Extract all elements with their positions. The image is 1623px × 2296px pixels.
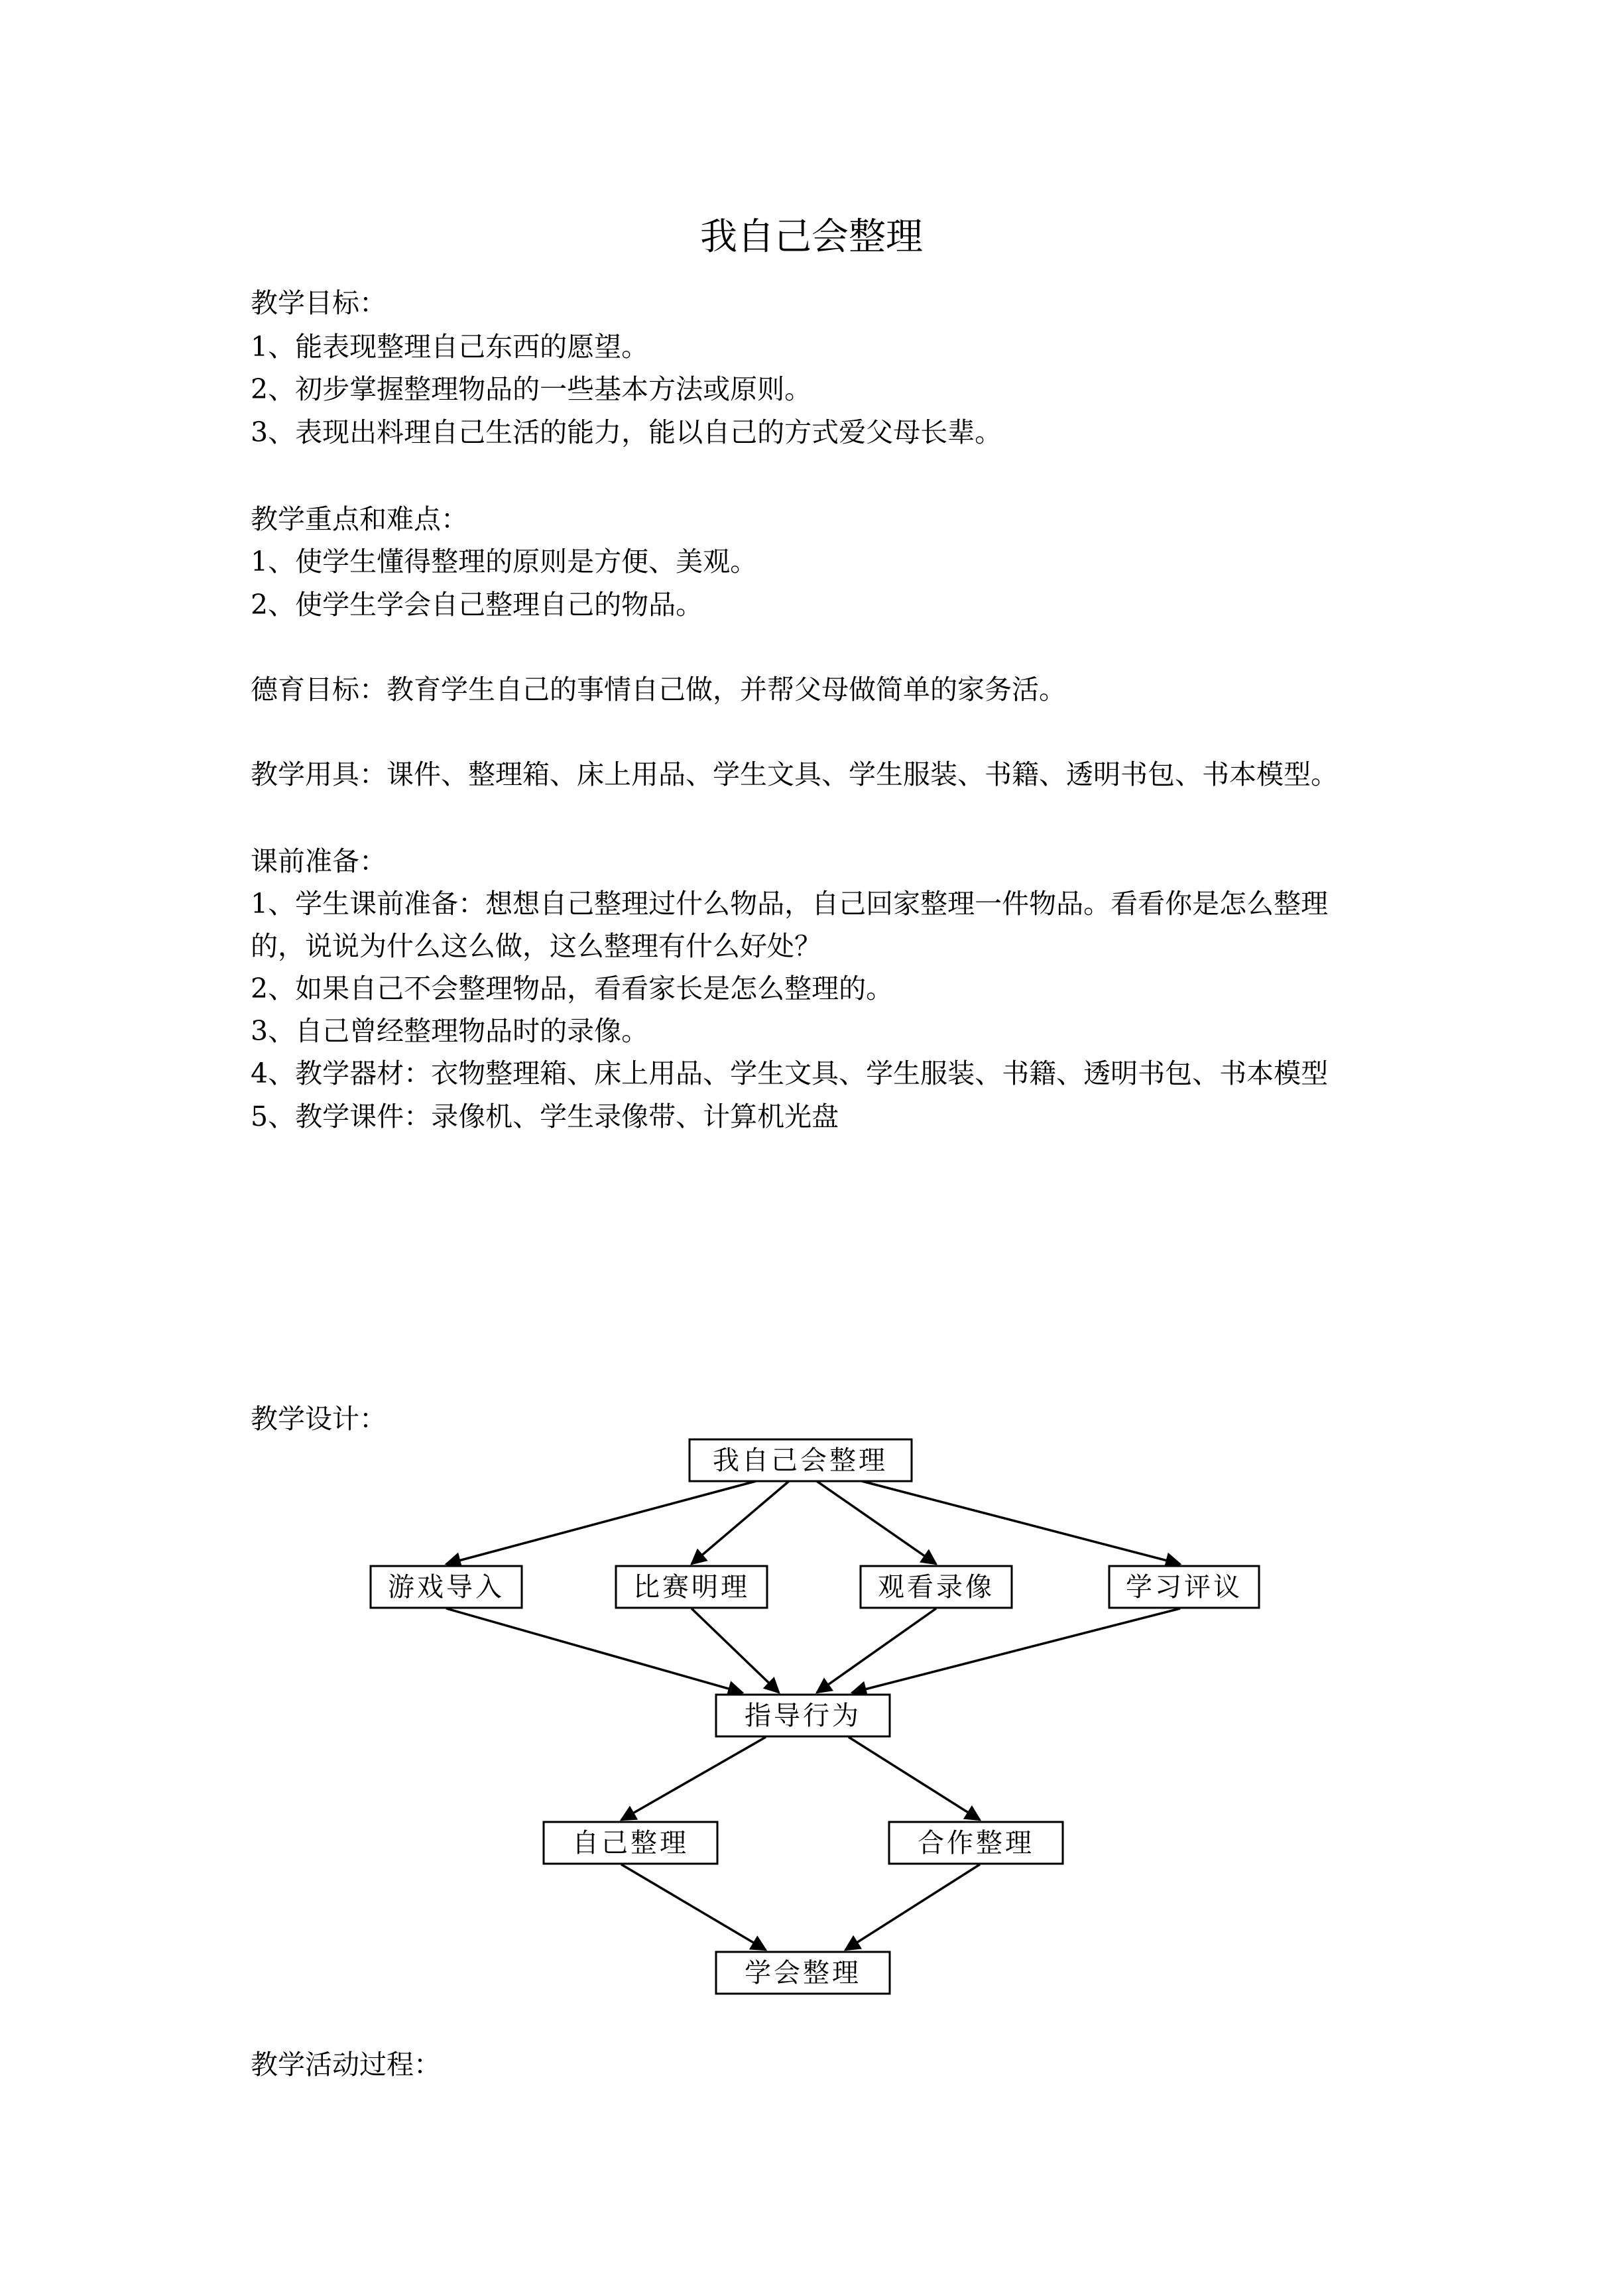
edge-watch-video-to-guide xyxy=(817,1608,936,1693)
edge-root-to-watch-video xyxy=(817,1481,936,1564)
preparation-item-5: 5、教学课件：录像机、学生录像带、计算机光盘 xyxy=(251,1101,839,1132)
document-title: 我自己会整理 xyxy=(700,215,923,259)
preparation-item-2: 2、如果自己不会整理物品，看看家长是怎么整理的。 xyxy=(251,973,894,1004)
goal-item-2: 2、初步掌握整理物品的一些基本方法或原则。 xyxy=(251,373,812,405)
edge-self-organize-to-learn xyxy=(621,1864,766,1950)
goal-item-1: 1、能表现整理自己东西的愿望。 xyxy=(251,331,649,363)
flow-node-learn-organize-label: 学会整理 xyxy=(745,1958,861,1988)
edge-competition-to-guide xyxy=(691,1608,779,1693)
flow-node-self-organize xyxy=(544,1822,717,1864)
flow-node-cooperate-organize-label: 合作整理 xyxy=(918,1828,1034,1858)
preparation-item-3: 3、自己曾经整理物品时的录像。 xyxy=(251,1015,649,1047)
flow-node-competition-label: 比赛明理 xyxy=(633,1572,750,1602)
design-heading: 教学设计： xyxy=(251,1403,387,1435)
flow-node-root xyxy=(690,1439,912,1481)
edge-game-intro-to-guide xyxy=(446,1608,743,1693)
flow-node-watch-video-label: 观看录像 xyxy=(878,1572,994,1602)
goals-heading: 教学目标： xyxy=(251,287,387,319)
flow-node-cooperate-organize xyxy=(889,1822,1063,1864)
key-point-item-2: 2、使学生学会自己整理自己的物品。 xyxy=(251,589,703,621)
edge-root-to-study-review xyxy=(862,1481,1180,1564)
edge-root-to-game-intro xyxy=(446,1481,756,1564)
edge-cooperate-to-learn xyxy=(845,1864,980,1950)
flow-node-guide-behavior-label: 指导行为 xyxy=(745,1701,861,1731)
flow-node-guide-behavior xyxy=(716,1695,890,1736)
moral-goal: 德育目标：教育学生自己的事情自己做，并帮父母做简单的家务活。 xyxy=(251,674,1066,705)
preparation-item-4: 4、教学器材：衣物整理箱、床上用品、学生文具、学生服装、书籍、透明书包、书本模型 xyxy=(251,1057,1329,1089)
edge-guide-to-cooperate xyxy=(849,1737,980,1820)
flow-node-learn-organize xyxy=(716,1952,890,1994)
flow-node-watch-video xyxy=(861,1566,1012,1608)
flow-node-root-label: 我自己会整理 xyxy=(713,1445,888,1476)
preparation-heading: 课前准备： xyxy=(251,845,387,877)
flow-node-competition xyxy=(616,1566,767,1608)
activity-heading: 教学活动过程： xyxy=(251,2049,441,2081)
flow-node-self-organize-label: 自己整理 xyxy=(572,1828,689,1858)
flow-node-game-intro xyxy=(371,1566,522,1608)
flow-node-game-intro-label: 游戏导入 xyxy=(388,1572,505,1602)
flow-node-study-review-label: 学习评议 xyxy=(1126,1572,1242,1602)
teaching-tools: 教学用具：课件、整理箱、床上用品、学生文具、学生服装、书籍、透明书包、书本模型。 xyxy=(251,758,1338,790)
flow-node-study-review xyxy=(1109,1566,1259,1608)
edge-study-review-to-guide xyxy=(852,1608,1180,1693)
key-point-item-1: 1、使学生懂得整理的原则是方便、美观。 xyxy=(251,546,758,577)
preparation-item-1-line-1: 1、学生课前准备：想想自己整理过什么物品，自己回家整理一件物品。看看你是怎么整理 xyxy=(251,888,1329,920)
goal-item-3: 3、表现出料理自己生活的能力，能以自己的方式爱父母长辈。 xyxy=(251,416,1002,448)
preparation-item-1-line-2: 的，说说为什么这么做，这么整理有什么好处？ xyxy=(251,930,821,962)
key-points-heading: 教学重点和难点： xyxy=(251,503,468,535)
edge-guide-to-self-organize xyxy=(621,1737,766,1820)
